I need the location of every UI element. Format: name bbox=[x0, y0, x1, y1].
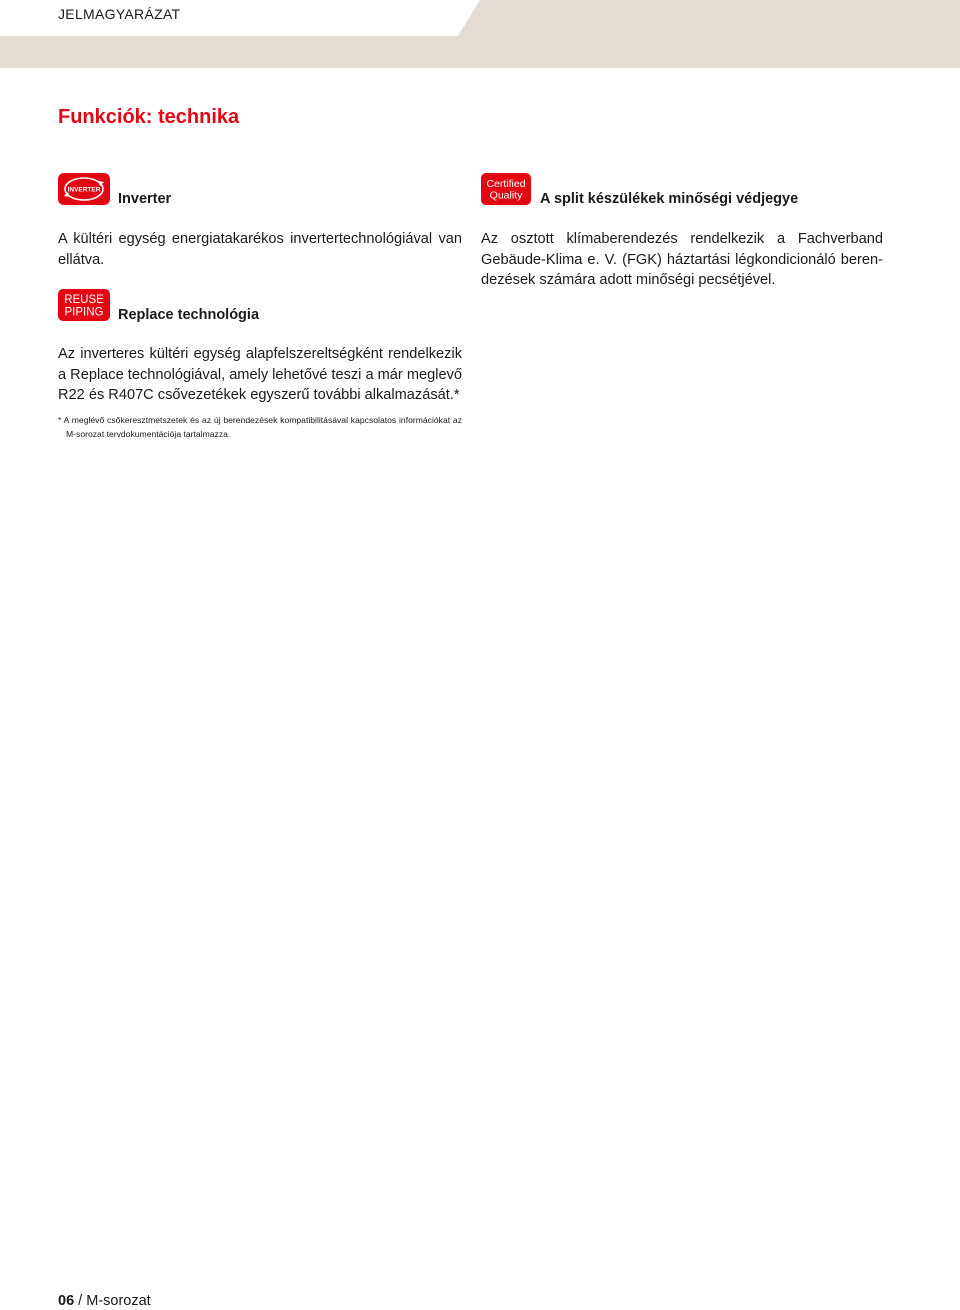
footer-separator: / bbox=[74, 1293, 87, 1309]
replace-description-line: R22 és R407C csővezetékek egyszerű további alkalmazását.* bbox=[58, 387, 460, 403]
page-footer bbox=[58, 1293, 151, 1309]
certified-description bbox=[481, 229, 883, 291]
inverter-title: Inverter bbox=[118, 191, 172, 207]
series-name: M-sorozat bbox=[86, 1293, 151, 1309]
replace-description-line: a Replace technológiával, amely lehetővé teszi a már meglevő bbox=[58, 366, 462, 383]
reuse-badge-line1: REUSE bbox=[64, 294, 104, 306]
page-title: Funkciók: technika bbox=[58, 106, 240, 128]
section-label: JELMAGYARÁZAT bbox=[58, 6, 181, 22]
certified-description-line: dezések számára adott minőségi pecsétjével. bbox=[481, 272, 776, 288]
footnote bbox=[58, 414, 462, 441]
reuse-badge-line2: PIPING bbox=[64, 306, 104, 319]
reuse-piping-badge-icon bbox=[58, 289, 110, 321]
certified-title: A split készülékek minőségi védjegye bbox=[540, 191, 799, 207]
certified-description-line: Az osztott klímaberendezés rendelkezik a Fachverband bbox=[481, 231, 883, 247]
inverter-description-line: A kültéri egység energiatakarékos invertertechnológiával van bbox=[58, 231, 462, 247]
certified-badge-line1: Certified bbox=[486, 178, 526, 190]
certified-description-line: Gebäude-Klima e. V. (FGK) háztartási légkondicionáló beren- bbox=[481, 251, 883, 268]
inverter-badge-text: INVERTER bbox=[67, 186, 101, 194]
inverter-description bbox=[58, 229, 462, 270]
replace-title: Replace technológia bbox=[118, 307, 260, 323]
replace-description bbox=[58, 344, 462, 406]
footnote-line: * A meglévő csőkeresztmetszetek és az új berendezések kompatibilitásával kapcsolatos információkat az bbox=[58, 415, 462, 425]
footnote-line: M-sorozat tervdokumentációja tartalmazza. bbox=[66, 428, 231, 439]
certified-quality-badge-icon bbox=[481, 173, 531, 205]
replace-description-line: Az inverteres kültéri egység alapfelszereltségként rendelkezik bbox=[58, 346, 462, 362]
inverter-description-line: ellátva. bbox=[58, 251, 105, 268]
certified-badge-line2: Quality bbox=[489, 189, 523, 202]
inverter-badge-icon bbox=[58, 173, 110, 205]
page-number: 06 bbox=[58, 1293, 75, 1309]
